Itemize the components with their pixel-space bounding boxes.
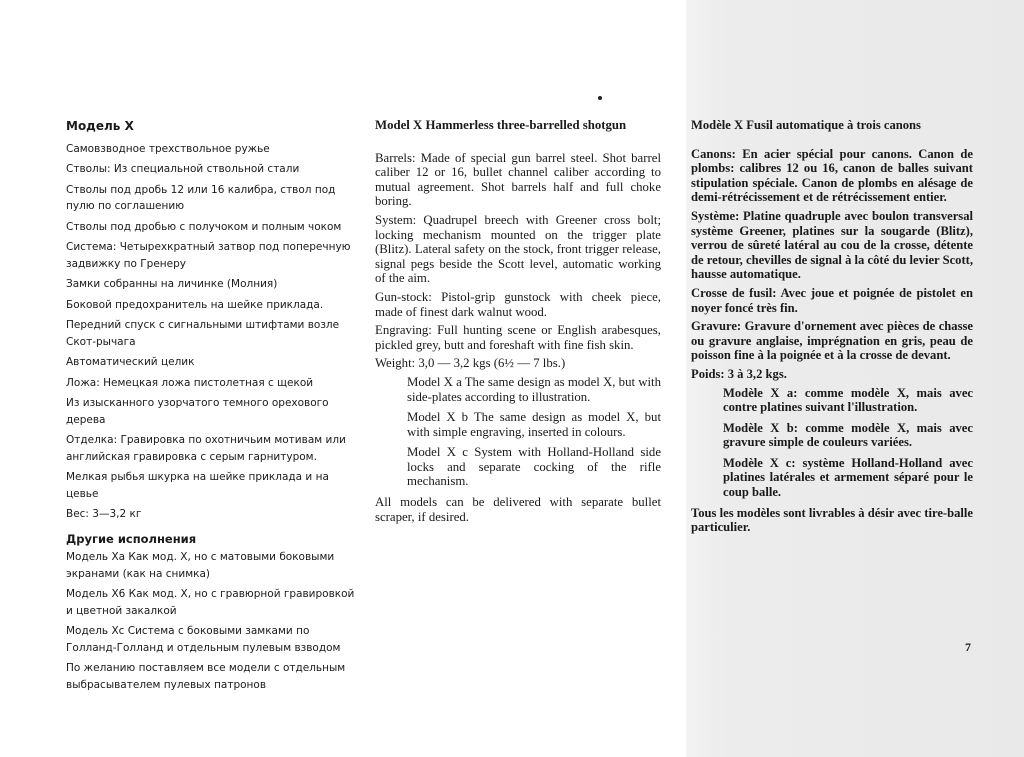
russian-line: Боковой предохранитель на шейке приклада. <box>66 298 324 311</box>
english-title: Model X Hammerless three-barrelled shotgun <box>375 118 627 132</box>
russian-line: Система: Четырехкратный затвор под поперечную задвижку по Гренеру <box>66 241 351 270</box>
english-variant: Model X a The same design as model X, but with side-plates according to illustration. <box>407 374 661 404</box>
page-number: 7 <box>965 640 971 654</box>
russian-line: Мелкая рыбья шкурка на шейке приклада и на цевье <box>66 471 329 500</box>
french-variant: Modèle X b: comme modèle X, mais avec gravure simple de couleurs variées. <box>723 420 973 450</box>
english-weight: Weight: 3,0 — 3,2 kgs (6½ — 7 lbs.) <box>375 356 566 371</box>
english-paragraph: Barrels: Made of special gun barrel steel. Shot barrel caliber 12 or 16, bullet channel caliber according to mutual agreement. Shot barrels half and full choke boring. <box>375 150 661 209</box>
russian-title: Модель X <box>66 119 134 133</box>
english-footer: All models can be delivered with separate bullet scraper, if desired. <box>375 495 661 524</box>
russian-line: Стволы: Из специальной ствольной стали <box>66 163 300 175</box>
english-paragraph: System: Quadrupel breech with Greener cross bolt; locking mechanism mounted on the trigger plate (Blitz). Lateral safety on the stock, front trigger release, signal pegs beside the Scott level, automatic working of the aim. <box>375 212 661 286</box>
english-paragraph: Gun-stock: Pistol-grip gunstock with cheek piece, made of finest dark walnut wood. <box>375 289 661 319</box>
russian-line: Автоматический целик <box>66 356 195 368</box>
french-footer: Tous les modèles sont livrables à désir avec tire-balle particulier. <box>691 505 973 535</box>
french-title: Modèle X Fusil automatique à trois canons <box>691 118 921 132</box>
french-variant: Modèle X c: système Holland-Holland avec platines latérales et armement séparé pour le coup balle. <box>723 455 973 500</box>
french-variant: Modèle X a: comme modèle X, mais avec contre platines suivant l'illustration. <box>723 385 973 415</box>
french-paragraph: Gravure: Gravure d'ornement avec pièces de chasse ou gravure anglaise, imprégnation en gris, peau de poisson fine à la poignée et à la crosse de devant. <box>691 319 973 363</box>
french-paragraph: Canons: En acier spécial pour canons. Canon de plombs: calibres 12 ou 16, canon de balles suivant stipulation spéciale. Canon de plombs en alésage de demi-rétrécissement et de rétrécissement entier. <box>691 146 973 205</box>
russian-line: Из изысканного узорчатого темного орехового дерева <box>66 397 329 426</box>
english-variant: Model X c System with Holland-Holland side locks and separate cocking of the rifle mechanism. <box>407 445 661 489</box>
english-paragraph: Engraving: Full hunting scene or English arabesques, pickled grey, butt and foreshaft with fine fish skin. <box>375 323 661 352</box>
french-column <box>691 118 973 539</box>
russian-variant: По желанию поставляем все модели с отдельным выбрасывателем пулевых патронов <box>66 662 346 691</box>
russian-line: Замки собранны на личинке (Молния) <box>66 278 278 290</box>
russian-line: Стволы под дробью с получоком и полным чоком <box>66 220 342 233</box>
english-variant: Model X b The same design as model X, but with simple engraving, inserted in colours. <box>407 410 661 439</box>
russian-line: Стволы под дробь 12 или 16 калибра, ствол под пулю по соглашению <box>66 183 336 212</box>
french-paragraph: Crosse de fusil: Avec joue et poignée de pistolet en noyer foncé très fin. <box>691 285 973 315</box>
russian-variants-title: Другие исполнения <box>66 531 197 546</box>
russian-line: Вес: 3—3,2 кг <box>66 508 142 520</box>
russian-variant: Модель Xc Система с боковыми замками по Голланд-Голланд и отдельным пулевым взводом <box>66 625 341 654</box>
russian-line: Передний спуск с сигнальными штифтами возле Скот-рычага <box>66 319 340 348</box>
russian-variant: Модель X6 Как мод. X, но с гравюрной гравировкой и цветной закалкой <box>66 588 355 617</box>
russian-line: Самовзводное трехствольное ружье <box>66 142 270 155</box>
english-column <box>375 118 661 528</box>
russian-line: Ложа: Немецкая ложа пистолетная с щекой <box>66 376 314 389</box>
russian-line: Отделка: Гравировка по охотничьим мотивам или английская гравировка с серым гарнитуром. <box>66 434 346 463</box>
french-weight: Poids: 3 à 3,2 kgs. <box>691 366 787 381</box>
russian-variant: Модель Xa Как мод. X, но с матовыми боковыми экранами (как на снимка) <box>66 551 335 580</box>
ink-speck <box>598 96 602 100</box>
french-paragraph: Système: Platine quadruple avec boulon transversal système Greener, platines sur la sougarde (Blitz), verrou de sûreté latéral au cou de la crosse, détente de retour, chevilles de signal à la côté du levier Scott, hausse automatique. <box>691 208 973 282</box>
russian-column <box>66 118 358 697</box>
